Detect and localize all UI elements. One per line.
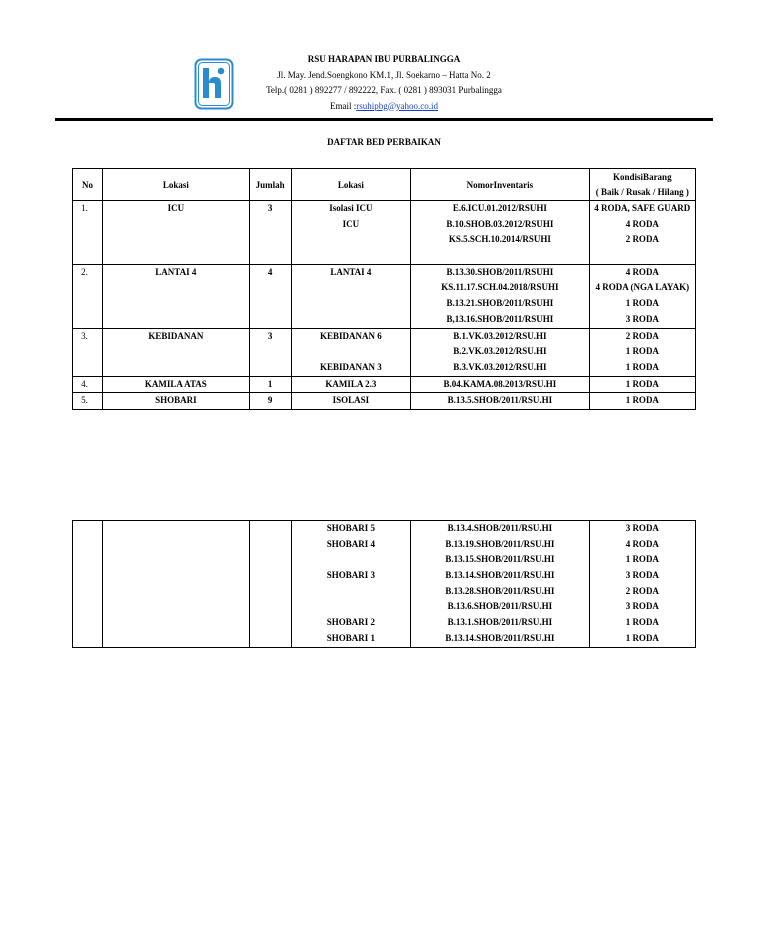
row-number-text: 4. — [81, 378, 88, 389]
row-inventaris — [411, 328, 590, 376]
row-number-text: 5. — [81, 395, 88, 406]
bed-repair-table — [72, 168, 696, 410]
inventaris-text: B.13.21.SHOB/2011/RSUHI — [446, 298, 554, 309]
inventaris-text: B.13.15.SHOB/2011/RSU.HI — [445, 554, 555, 565]
row-sub-lokasi — [291, 328, 410, 376]
kondisi-text: 2 RODA — [625, 234, 659, 245]
row-jumlah-text: 4 — [267, 266, 273, 277]
email-link[interactable]: rsuhipbg@yahoo.co.id — [356, 100, 439, 111]
kondisi-text: 3 RODA — [625, 570, 659, 581]
row-inventaris — [411, 376, 590, 393]
row-kondisi — [589, 521, 695, 648]
hospital-phone: Telp.( 0281 ) 892277 / 892222, Fax. ( 0281 ) 893031 Purbalingga — [266, 85, 502, 95]
row-inventaris — [411, 201, 590, 265]
sub-lokasi-text — [292, 552, 410, 568]
kondisi-text: 3 RODA — [625, 601, 659, 612]
row-sub-lokasi — [291, 521, 410, 648]
row-kondisi — [589, 376, 695, 393]
inventaris-text: B.13.4.SHOB/2011/RSU.HI — [447, 523, 553, 533]
table-row — [73, 393, 696, 410]
row-lokasi — [103, 264, 249, 328]
inventaris-text: B.13.1.SHOB/2011/RSU.HI — [447, 617, 553, 628]
hospital-address: Jl. May. Jend.Soengkono KM.1, Jl. Soekarno – Hatta No. 2 — [277, 69, 491, 80]
inventaris-text: B.13.28.SHOB/2011/RSU.HI — [445, 585, 555, 596]
sub-lokasi-text — [292, 296, 410, 312]
inventaris-text: B.10.SHOB.03.2012/RSUHI — [446, 218, 554, 229]
kondisi-text: 4 RODA, SAFE GUARD — [594, 203, 691, 213]
sub-lokasi-text: ICU — [342, 218, 360, 229]
row-lokasi-text: KAMILA ATAS — [144, 378, 207, 389]
inventaris-text: B.2.VK.03.2012/RSU.HI — [453, 346, 547, 357]
row-jumlah — [249, 328, 291, 376]
hospital-email — [234, 99, 534, 115]
inventaris-text: B.13.14.SHOB/2011/RSU.HI — [445, 632, 555, 643]
sub-lokasi-text: KEBIDANAN 6 — [319, 330, 382, 341]
table-row — [73, 264, 696, 328]
kondisi-text: 1 RODA — [625, 617, 659, 628]
inventaris-text: B.04.KAMA.08.2013/RSU.HI — [443, 378, 557, 389]
row-jumlah — [249, 376, 291, 393]
table-row — [73, 376, 696, 393]
header-kondisi — [589, 169, 695, 201]
row-jumlah — [249, 521, 291, 648]
inventaris-text — [411, 248, 589, 264]
inventaris-text: E.6.ICU.01.2012/RSUHI — [452, 203, 547, 213]
row-number-text: 3. — [81, 330, 88, 341]
row-jumlah-text: 3 — [267, 203, 273, 213]
kondisi-text: 1 RODA — [625, 378, 659, 389]
row-number — [73, 201, 103, 265]
row-jumlah — [249, 201, 291, 265]
kondisi-text: 1 RODA — [625, 346, 659, 357]
inventaris-text: B.13.30.SHOB/2011/RSUHI — [446, 266, 554, 277]
hospital-name: RSU HARAPAN IBU PURBALINGGA — [307, 54, 461, 64]
row-number — [73, 393, 103, 410]
kondisi-text: 1 RODA — [625, 554, 659, 565]
sub-lokasi-text: ISOLASI — [332, 395, 370, 406]
inventaris-text: KS.5.SCH.10.2014/RSUHI — [448, 234, 551, 245]
kondisi-text: 3 RODA — [625, 523, 659, 533]
row-kondisi — [589, 393, 695, 410]
row-number — [73, 328, 103, 376]
letterhead — [234, 52, 534, 114]
row-lokasi — [103, 393, 249, 410]
sub-lokasi-text — [292, 280, 410, 296]
row-number — [73, 264, 103, 328]
sub-lokasi-text: SHOBARI 1 — [326, 632, 375, 643]
row-jumlah-text: 1 — [267, 378, 273, 389]
sub-lokasi-text: Isolasi ICU — [329, 203, 373, 213]
kondisi-text: 1 RODA — [625, 298, 659, 309]
row-number-text: 1. — [81, 203, 88, 213]
sub-lokasi-text — [292, 599, 410, 615]
inventaris-text: B.13.19.SHOB/2011/RSU.HI — [445, 538, 555, 549]
row-number — [73, 521, 103, 648]
row-inventaris — [411, 521, 590, 648]
table-row — [73, 521, 696, 648]
sub-lokasi-text — [292, 344, 410, 360]
header-no: No — [73, 169, 103, 201]
header-lokasi: Lokasi — [103, 169, 249, 201]
kondisi-text: 4 RODA (NGA LAYAK) — [595, 282, 690, 293]
sub-lokasi-text: LANTAI 4 — [330, 266, 372, 277]
row-sub-lokasi — [291, 393, 410, 410]
sub-lokasi-text: SHOBARI 2 — [326, 617, 375, 628]
row-sub-lokasi — [291, 264, 410, 328]
sub-lokasi-text: SHOBARI 3 — [326, 570, 375, 581]
row-jumlah-text: 3 — [267, 330, 273, 341]
row-lokasi — [103, 201, 249, 265]
sub-lokasi-text — [292, 584, 410, 600]
row-lokasi — [103, 328, 249, 376]
kondisi-text: 3 RODA — [625, 313, 659, 324]
header-kondisi-title: KondisiBarang — [613, 171, 672, 182]
kondisi-text: 1 RODA — [625, 395, 659, 406]
inventaris-text: B.3.VK.03.2012/RSU.HI — [453, 361, 547, 372]
email-label: Email : — [329, 100, 357, 111]
inventaris-text: B.13.6.SHOB/2011/RSU.HI — [447, 601, 553, 612]
document-title: DAFTAR BED PERBAIKAN — [327, 137, 441, 147]
table-row — [73, 201, 696, 265]
kondisi-text — [590, 248, 695, 264]
table-header-row — [73, 169, 696, 201]
sub-lokasi-text — [292, 312, 410, 328]
row-sub-lokasi — [291, 201, 410, 265]
table-row — [73, 328, 696, 376]
inventaris-text: KS.11.17.SCH.04.2018/RSUHI — [441, 282, 559, 293]
kondisi-text: 4 RODA — [625, 538, 659, 549]
kondisi-text: 4 RODA — [625, 218, 659, 229]
bed-repair-table-continuation — [72, 520, 696, 648]
row-jumlah — [249, 264, 291, 328]
header-lokasi-detail: Lokasi — [291, 169, 410, 201]
kondisi-text: 4 RODA — [625, 266, 659, 277]
row-lokasi-text: SHOBARI — [155, 395, 197, 406]
row-kondisi — [589, 328, 695, 376]
header-jumlah: Jumlah — [249, 169, 291, 201]
row-jumlah-text: 9 — [267, 395, 273, 406]
row-inventaris — [411, 393, 590, 410]
sub-lokasi-text: KEBIDANAN 3 — [319, 361, 382, 372]
inventaris-text: B,13.16.SHOB/2011/RSUHI — [446, 313, 554, 324]
row-kondisi — [589, 264, 695, 328]
kondisi-text: 2 RODA — [625, 585, 659, 596]
row-number — [73, 376, 103, 393]
kondisi-text: 1 RODA — [625, 632, 659, 643]
row-lokasi — [103, 376, 249, 393]
sub-lokasi-text — [292, 248, 410, 264]
header-kondisi-subtitle: ( Baik / Rusak / Hilang ) — [595, 186, 689, 197]
inventaris-text: B.13.5.SHOB/2011/RSU.HI — [447, 395, 553, 406]
row-kondisi — [589, 201, 695, 265]
sub-lokasi-text — [292, 232, 410, 248]
sub-lokasi-text: KAMILA 2.3 — [325, 378, 377, 389]
row-inventaris — [411, 264, 590, 328]
sub-lokasi-text: SHOBARI 5 — [326, 523, 375, 533]
row-lokasi-text: LANTAI 4 — [155, 266, 197, 277]
kondisi-text: 1 RODA — [625, 361, 659, 372]
row-sub-lokasi — [291, 376, 410, 393]
inventaris-text: B.13.14.SHOB/2011/RSU.HI — [445, 570, 555, 581]
kondisi-text: 2 RODA — [625, 330, 659, 341]
inventaris-text: B.1.VK.03.2012/RSU.HI — [453, 330, 547, 341]
row-lokasi-text: ICU — [167, 203, 185, 213]
hospital-logo-icon — [194, 58, 234, 110]
row-lokasi-text: KEBIDANAN — [148, 330, 204, 341]
sub-lokasi-text: SHOBARI 4 — [326, 538, 375, 549]
row-lokasi — [103, 521, 249, 648]
header-inventaris: NomorInventaris — [411, 169, 590, 201]
letterhead-divider — [55, 118, 713, 121]
row-jumlah — [249, 393, 291, 410]
row-number-text: 2. — [81, 266, 88, 277]
